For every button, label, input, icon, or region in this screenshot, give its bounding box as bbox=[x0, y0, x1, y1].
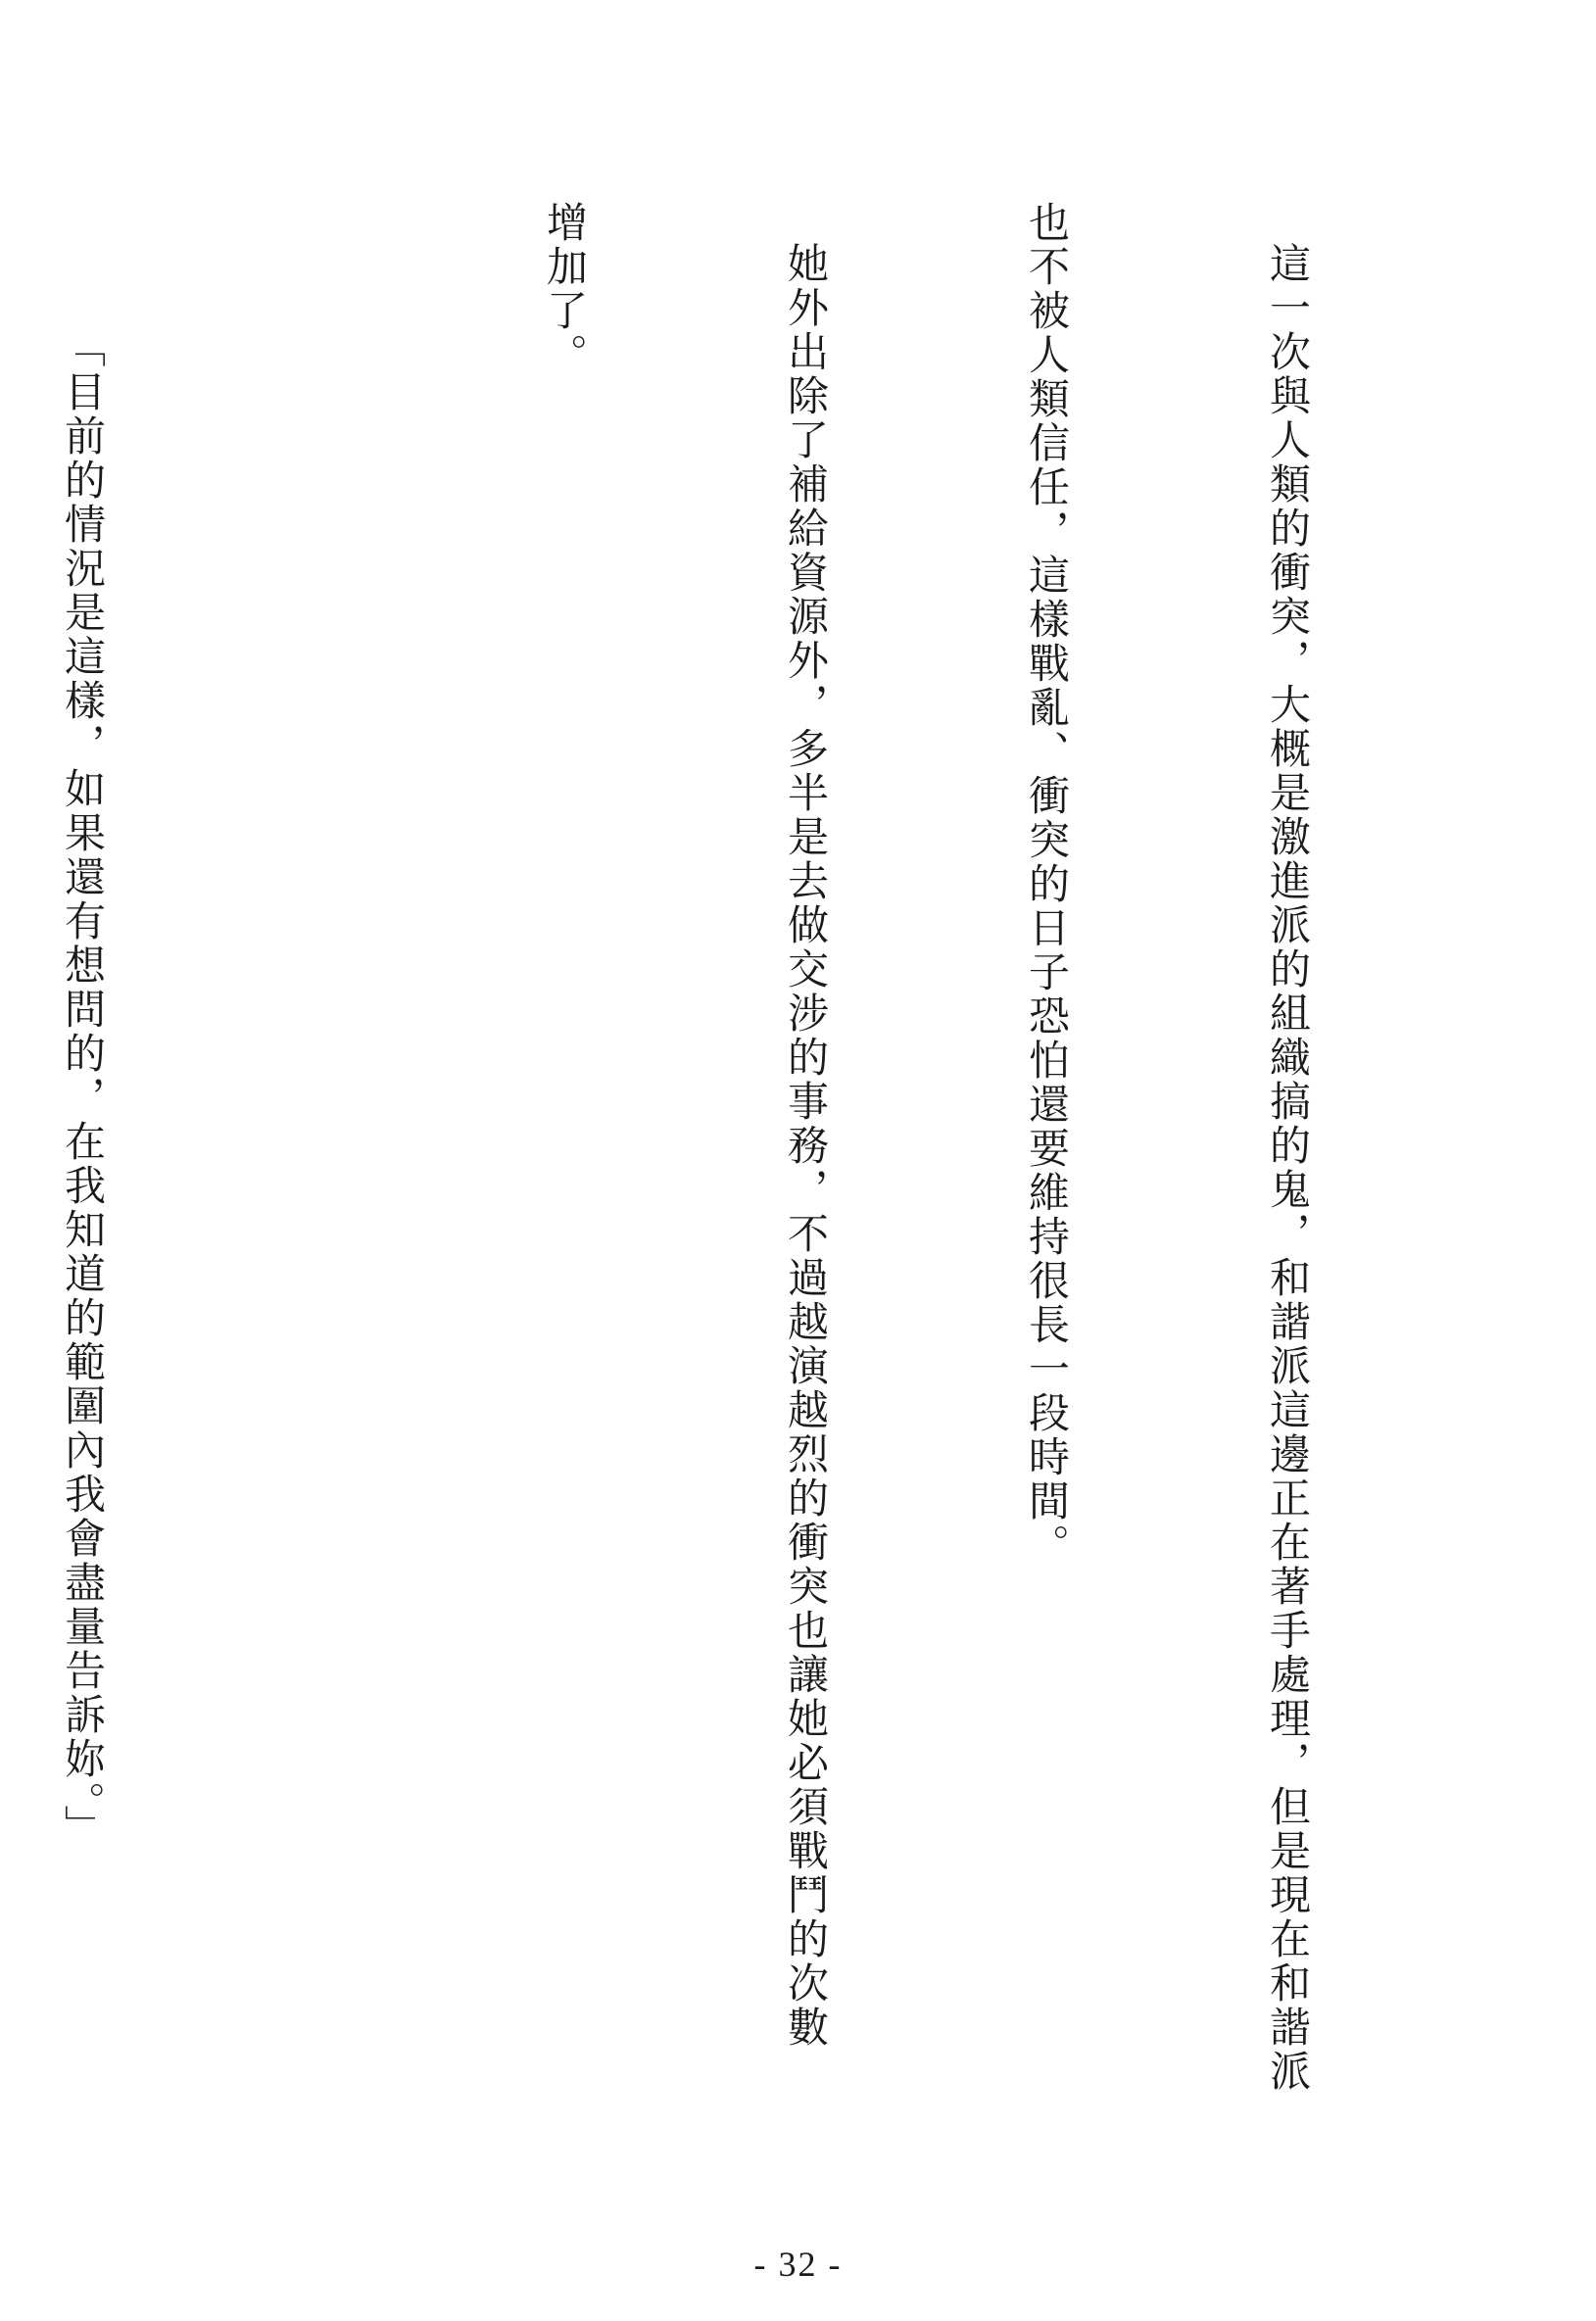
paragraph-line: 也不被人類信任，這樣戰亂、衝突的日子恐怕還要維持很長一段時間。 bbox=[1023, 201, 1071, 1568]
blank-line bbox=[283, 201, 363, 2209]
paragraph-line: 她外出除了補給資源外，多半是去做交涉的事務，不過越演越烈的衝突也讓她必須戰鬥的次數 bbox=[782, 242, 830, 2050]
page-number: - 32 - bbox=[753, 2245, 843, 2284]
paragraph-line: 增加了。 bbox=[541, 201, 589, 377]
vertical-text-block bbox=[0, 201, 1488, 2209]
dialogue-line: 「目前的情況是這樣，如果還有想問的，在我知道的範圍內我會盡量告訴妳。」 bbox=[59, 326, 107, 1849]
paragraph-line: 這一次與人類的衝突，大概是激進派的組織搞的鬼，和諧派這邊正在著手處理，但是現在和諧派 bbox=[1264, 242, 1312, 2094]
